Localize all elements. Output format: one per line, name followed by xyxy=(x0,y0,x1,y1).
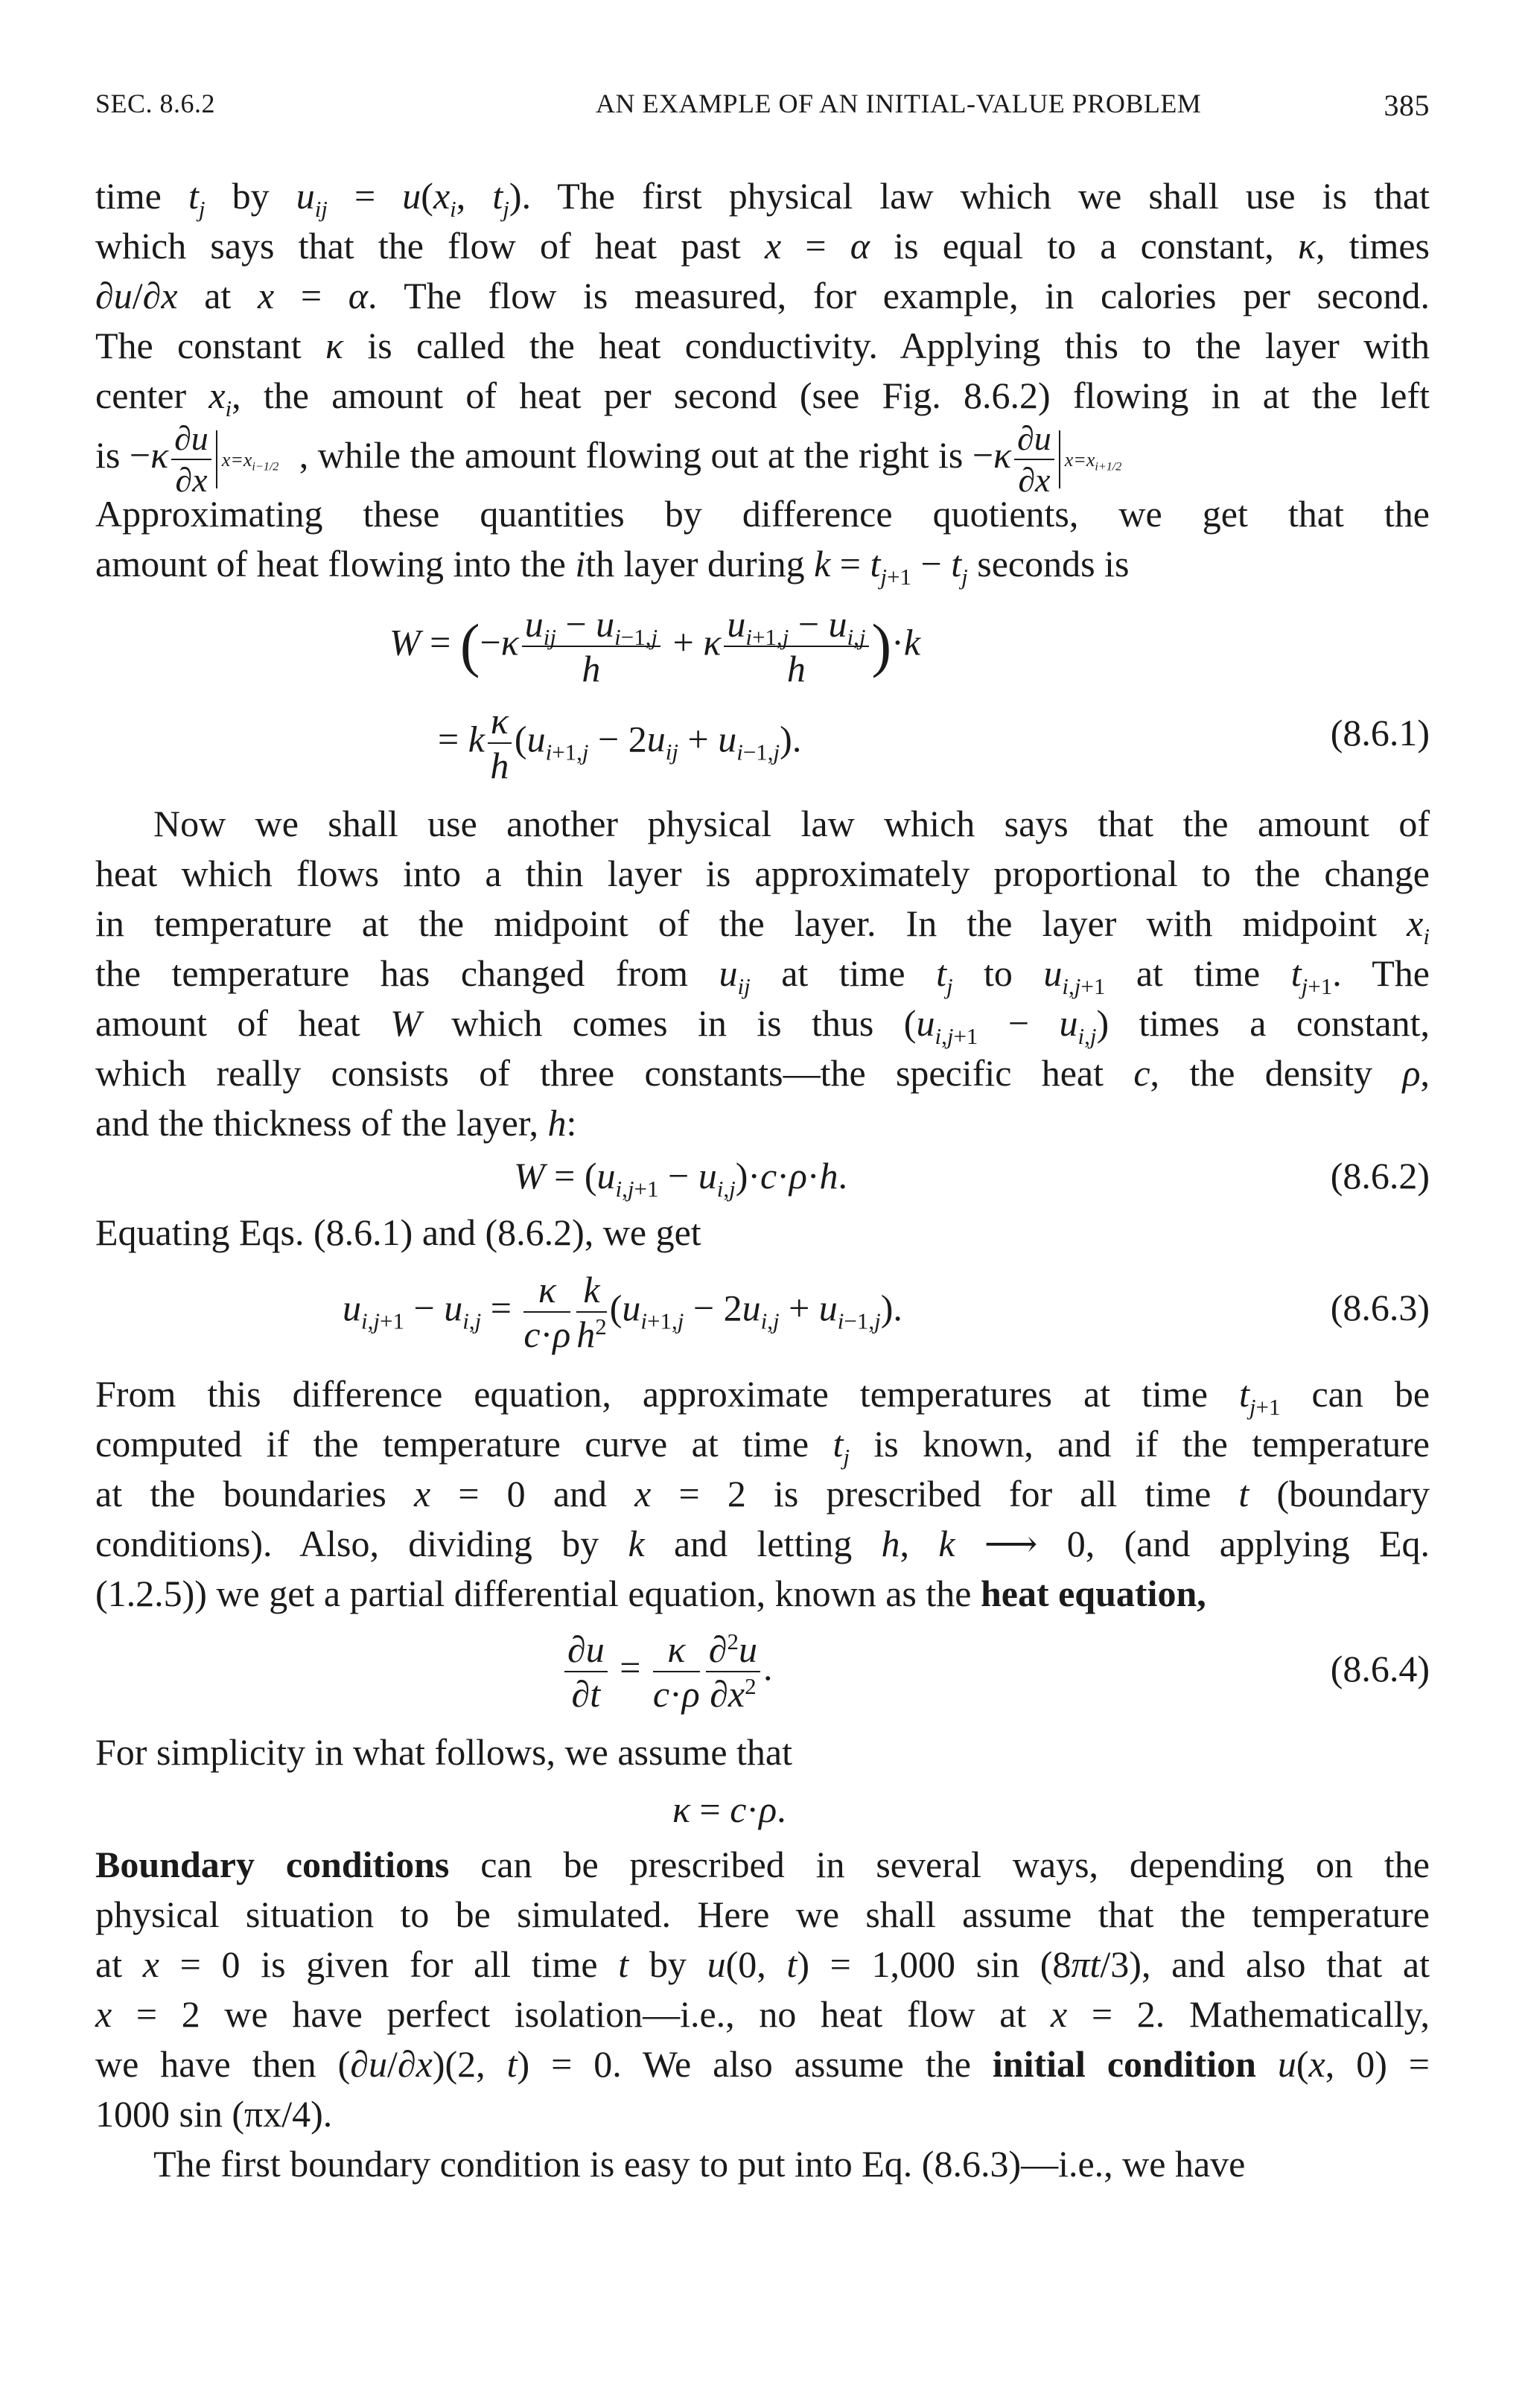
equation-8-6-1-line-2: = k $\frac{\kappa}{h}$ $(u_{i+1,j} - 2u_{ij} + u_{i-1,j})$. (8.6.1) xyxy=(438,700,1430,786)
paragraph-simplicity: For simplicity in what follows, we assume that xyxy=(95,1731,793,1773)
paragraph-first-boundary: The first boundary condition is easy to put into Eq. (8.6.3)—i.e., we have xyxy=(153,2143,1246,2185)
equation-number: (8.6.1) xyxy=(1330,712,1430,754)
equation-number: (8.6.2) xyxy=(1330,1155,1430,1197)
equation-8-6-4: $\frac{\partial u}{\partial t}$ = $\frac{\kappa}{c\cdot\rho}$ $\frac{\partial^2u}{\partial x^2}$ . (8.6.4) xyxy=(95,1631,1430,1721)
equation-number: (8.6.3) xyxy=(1330,1287,1430,1328)
book-page xyxy=(95,88,1430,2189)
equation-kappa-assumption: κ = c·ρ. xyxy=(672,1789,786,1830)
chapter-title: AN EXAMPLE OF AN INITIAL-VALUE PROBLEM xyxy=(596,89,1202,118)
paragraph-equating: Equating Eqs. (8.6.1) and (8.6.2), we get xyxy=(95,1211,701,1253)
section-label: SEC. 8.6.2 xyxy=(95,89,216,118)
paragraph-boundary-conditions: Boundary conditions can be prescribed in several ways, depending on the physical situation to be simulated. Here we shall assume that the temperature at x = 0 is given for all time t by u(0, t) = 1,000 sin (8πt/3), and also that at x = 2 we have perfect isolation—i.e., no heat flow at x = 2. Mathematically, we have then (∂u/∂x)(2, t) = 0. We also assume the initial condition u(x, 0) = 1000 sin (πx/4). xyxy=(95,1844,1430,2135)
paragraph-heat-capacity-law: Now we shall use another physical law which says that the amount of heat which flows into a thin layer is approximately proportional to the change in temperature at the midpoint of the layer. In the layer with midpoint $x_i$ the temperature has changed from $u_{ij}$ at time $t_j$ to $u_{i,j+1}$ at time $t_{j+1}$. The amount of heat W which comes in is thus $(u_{i,j+1} - u_{i,j})$ times a constant, which really consists of three constants—the specific heat c, the density ρ, and the thickness of the layer, h: xyxy=(95,803,1430,1144)
page-number: 385 xyxy=(1384,89,1430,122)
equation-number: (8.6.4) xyxy=(1330,1648,1430,1689)
paragraph-difference-equation: From this difference equation, approximate temperatures at time $t_{j+1}$ can be computed if the temperature curve at time $t_j$ is known, and if the temperature at the boundaries x = 0 and x = 2 is prescribed for all time t (boundary conditions). Also, dividing by k and letting h, k ⟶ 0, (and applying Eq. (1.2.5)) we get a partial differential equation, known as the heat equation, xyxy=(95,1373,1430,1614)
paragraph-heat-flow-law: time $t_j$ by $u_{ij} = u(x_i$, $t_j$). The first physical law which we shall use is that which says that the flow of heat past x = α is equal to a constant, κ, times ∂u/∂x at x = α. The flow is measured, for example, in calories per second. The constant κ is called the heat conductivity. Applying this to the layer with center $x_i$, the amount of heat per second (see Fig. 8.6.2) flowing in at the left is −κ $\frac{\partial u}{\partial x}$ $x=x_{i-1/2}$ , while the amount flowing out at the right is −κ $\frac{\partial u}{\partial x}$ $x=x_{i+1/2}$ Approximating these quantities by difference quotients, we get that the amount of heat flowing into the ith layer during $k = t_{j+1} - t_j$ seconds is xyxy=(95,175,1430,590)
equation-8-6-3: $u_{i,j+1} - u_{i,j}$ = $\frac{\kappa}{c\cdot\rho}$ $\frac{k}{h^2}$ $(u_{i+1,j} - 2u_{i,j} + u_{i-1,j})$. (8.6.3) xyxy=(343,1269,1430,1355)
equation-8-6-2: $W = (u_{i,j+1} - u_{i,j})\cdot c\cdot\rho\cdot h$. (8.6.2) xyxy=(514,1155,1430,1202)
equation-8-6-1-line-1: W = (−κ $\frac{u_{ij} - u_{i-1,j}}{h}$ + κ $\frac{u_{i+1,j} - u_{i,j}}{h}$ )·k xyxy=(389,603,921,689)
running-header xyxy=(95,88,1430,133)
